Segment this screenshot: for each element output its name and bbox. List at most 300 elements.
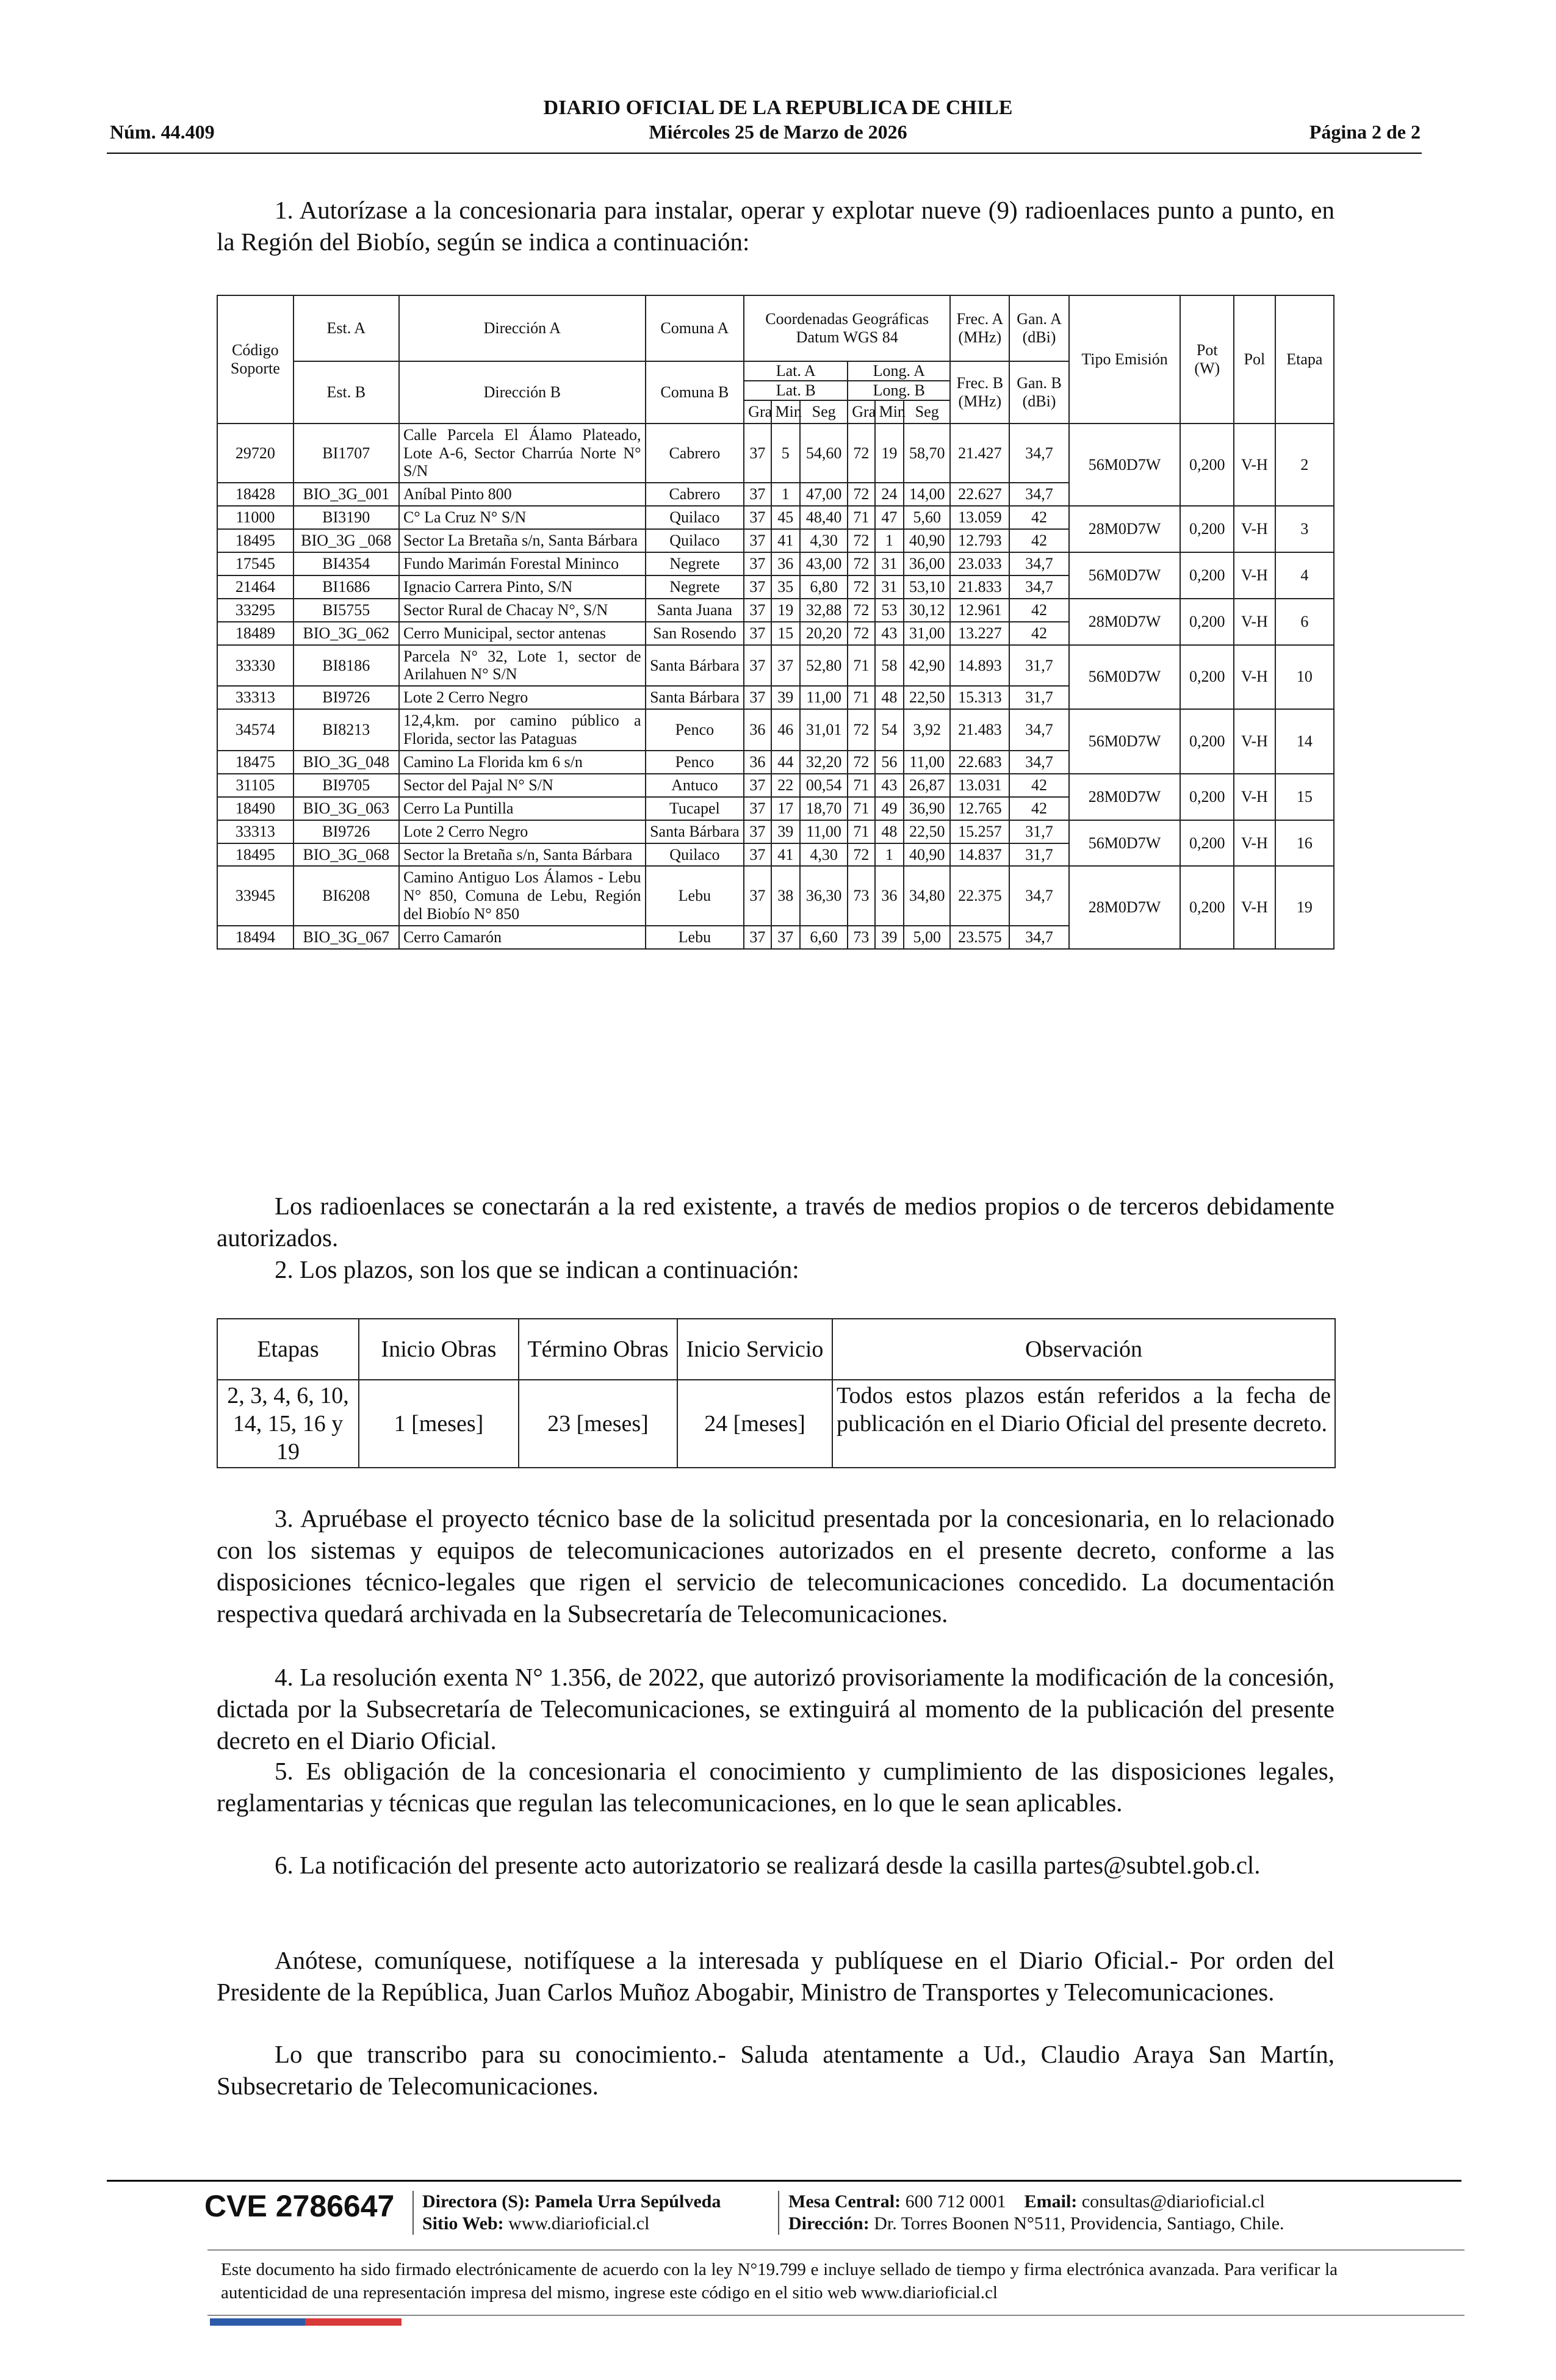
cell-lat-min: 35 [771,575,801,599]
cell-lon-seg: 31,00 [904,622,950,645]
cell-estacion: BI3190 [294,506,399,529]
cell-lat-gra: 36 [744,709,771,751]
cell-lon-gra: 71 [848,686,874,709]
cell-lat-gra: 37 [744,599,771,622]
plazos-termino-obras: 23 [meses] [519,1380,677,1468]
cell-direccion: Camino La Florida km 6 s/n [399,751,646,774]
radiolinks-table [217,295,1334,950]
directora-label: Directora (S): Pamela Urra Sepúlveda [422,2191,721,2212]
cell-codigo: 34574 [217,709,294,751]
cell-codigo: 21464 [217,575,294,599]
cell-polarizacion: V-H [1234,552,1275,599]
cell-ganancia: 34,7 [1009,424,1068,483]
cell-etapa: 4 [1275,552,1334,599]
cell-lat-min: 1 [771,483,801,506]
paragraph-4: 4. La resolución exenta N° 1.356, de 2022, que autorizó provisoriamente la modificación de la concesión, dictada por la Subsecretaría de Telecomunicaciones, se extinguirá al momento de la publicación del presente decreto en el Diario Oficial. [217,1663,1334,1754]
cell-comuna: Quilaco [646,529,744,552]
header-tipo-emision: Tipo Emisión [1069,295,1181,424]
cell-lon-min: 36 [875,866,904,926]
cell-lon-gra: 72 [848,843,874,867]
cell-lon-gra: 72 [848,751,874,774]
cell-lat-seg: 32,20 [800,751,848,774]
cell-lon-seg: 11,00 [904,751,950,774]
cell-codigo: 18428 [217,483,294,506]
cell-frecuencia: 22.375 [950,866,1009,926]
cell-lat-gra: 37 [744,424,771,483]
cell-lon-gra: 72 [848,483,874,506]
cell-lon-seg: 36,00 [904,552,950,575]
cell-lon-seg: 53,10 [904,575,950,599]
cell-comuna: Cabrero [646,483,744,506]
cell-tipo-emision: 28M0D7W [1069,599,1181,645]
cell-etapa: 19 [1275,866,1334,949]
cell-ganancia: 34,7 [1009,483,1068,506]
cell-lat-gra: 37 [744,552,771,575]
cell-direccion: Cerro Municipal, sector antenas [399,622,646,645]
cell-frecuencia: 12.765 [950,797,1009,820]
cell-estacion: BI8186 [294,645,399,687]
cell-lon-seg: 26,87 [904,774,950,797]
cell-lon-gra: 71 [848,506,874,529]
cell-lon-gra: 72 [848,599,874,622]
footer-rule [207,2315,1464,2316]
footer-legal-notice: Este documento ha sido firmado electrónicamente de acuerdo con la ley N°19.799 e incluye sellado de tiempo y firma electrónica avanzada. Para verificar la autenticidad de una representación impresa del mismo, ingrese este código en el sitio web www.diarioficial.cl [221,2260,1338,2302]
cell-estacion: BIO_3G_048 [294,751,399,774]
cell-lat-min: 38 [771,866,801,926]
cell-lat-gra: 37 [744,645,771,687]
cell-lat-seg: 36,30 [800,866,848,926]
cell-tipo-emision: 28M0D7W [1069,866,1181,949]
cell-lon-seg: 3,92 [904,709,950,751]
footer-separator [412,2191,414,2235]
cell-estacion: BIO_3G_062 [294,622,399,645]
plazos-inicio-servicio: 24 [meses] [677,1380,832,1468]
cell-potencia: 0,200 [1180,866,1234,949]
cell-frecuencia: 14.837 [950,843,1009,867]
plazos-header-inicio-servicio: Inicio Servicio [677,1319,832,1380]
cell-comuna: Negrete [646,575,744,599]
cell-comuna: Tucapel [646,797,744,820]
cve-code: CVE 2786647 [204,2189,395,2223]
cell-comuna: Penco [646,709,744,751]
cell-frecuencia: 21.427 [950,424,1009,483]
header-est-a: Est. A [294,295,399,361]
cell-lon-seg: 34,80 [904,866,950,926]
cell-frecuencia: 13.227 [950,622,1009,645]
cell-direccion: Sector La Bretaña s/n, Santa Bárbara [399,529,646,552]
header-long-a: Long. A [848,362,949,381]
paragraph-closing: Anótese, comuníquese, notifíquese a la interesada y publíquese en el Diario Oficial.- Por orden del Presidente de la República, Juan Carlos Muñoz Abogabir, Ministro de Transportes y Telecomunicaciones. [217,1946,1334,2006]
cell-direccion: Ignacio Carrera Pinto, S/N [399,575,646,599]
cell-lat-min: 37 [771,926,801,949]
cell-comuna: Quilaco [646,506,744,529]
cell-direccion: Aníbal Pinto 800 [399,483,646,506]
cell-codigo: 18490 [217,797,294,820]
cell-lat-gra: 37 [744,797,771,820]
footer-separator [778,2191,779,2235]
cell-frecuencia: 12.961 [950,599,1009,622]
mesa-value: 600 712 0001 [905,2191,1006,2212]
cell-direccion: Lote 2 Cerro Negro [399,686,646,709]
cell-potencia: 0,200 [1180,552,1234,599]
header-direccion-a: Dirección A [399,295,646,361]
cell-lon-min: 19 [875,424,904,483]
cell-direccion: Sector Rural de Chacay N°, S/N [399,599,646,622]
cell-lon-seg: 40,90 [904,843,950,867]
cell-lon-gra: 72 [848,529,874,552]
cell-lon-gra: 72 [848,424,874,483]
cell-lat-seg: 31,01 [800,709,848,751]
cell-lon-gra: 72 [848,575,874,599]
cell-ganancia: 42 [1009,774,1068,797]
cell-lat-min: 19 [771,599,801,622]
cell-lat-gra: 37 [744,506,771,529]
cell-direccion: Sector del Pajal N° S/N [399,774,646,797]
cell-codigo: 18494 [217,926,294,949]
cell-direccion: Calle Parcela El Álamo Plateado, Lote A-6, Sector Charrúa Norte N° S/N [399,424,646,483]
mesa-label: Mesa Central: [788,2191,901,2212]
cell-lat-seg: 00,54 [800,774,848,797]
cell-polarizacion: V-H [1234,820,1275,867]
header-etapa: Etapa [1275,295,1334,424]
issue-date: Miércoles 25 de Marzo de 2026 [649,121,907,143]
cell-ganancia: 31,7 [1009,645,1068,687]
flag-stripe-red [305,2318,402,2326]
cell-ganancia: 34,7 [1009,866,1068,926]
cell-estacion: BIO_3G_067 [294,926,399,949]
cell-codigo: 17545 [217,552,294,575]
cell-ganancia: 31,7 [1009,686,1068,709]
flag-stripe-blue [210,2318,305,2326]
paragraph-plazos: 2. Los plazos, son los que se indican a continuación: [275,1255,799,1283]
page-indicator: Página 2 de 2 [1309,121,1421,143]
cell-lon-min: 31 [875,552,904,575]
cell-polarizacion: V-H [1234,599,1275,645]
cell-etapa: 16 [1275,820,1334,867]
table-row [217,645,1334,687]
cell-lon-min: 48 [875,820,904,843]
cell-estacion: BI1686 [294,575,399,599]
cell-polarizacion: V-H [1234,506,1275,552]
cell-frecuencia: 21.833 [950,575,1009,599]
issue-number: Núm. 44.409 [110,121,215,143]
sitio-link[interactable]: www.diarioficial.cl [508,2213,650,2234]
cell-codigo: 33945 [217,866,294,926]
cell-lat-gra: 37 [744,483,771,506]
cell-codigo: 18495 [217,843,294,867]
cell-estacion: BI1707 [294,424,399,483]
cell-lon-gra: 73 [848,866,874,926]
cell-ganancia: 42 [1009,797,1068,820]
cell-estacion: BIO_3G_068 [294,843,399,867]
cell-lat-seg: 47,00 [800,483,848,506]
cell-potencia: 0,200 [1180,424,1234,507]
cell-direccion: 12,4,km. por camino público a Florida, sector las Pataguas [399,709,646,751]
email-label: Email: [1024,2191,1078,2212]
header-polarizacion: Pol [1234,295,1275,424]
header-gan-b: Gan. B (dBi) [1009,361,1068,424]
direccion-label: Dirección: [788,2213,870,2234]
cell-frecuencia: 15.257 [950,820,1009,843]
cell-frecuencia: 14.893 [950,645,1009,687]
cell-lat-seg: 48,40 [800,506,848,529]
cell-polarizacion: V-H [1234,709,1275,774]
cell-direccion: Lote 2 Cerro Negro [399,820,646,843]
cell-codigo: 31105 [217,774,294,797]
plazos-etapas: 2, 3, 4, 6, 10, 14, 15, 16 y 19 [217,1380,359,1468]
cell-lon-min: 31 [875,575,904,599]
table-row [217,552,1334,575]
cell-codigo: 33330 [217,645,294,687]
header-lat-b: Lat. B [776,381,816,399]
cell-lon-seg: 58,70 [904,424,950,483]
header-long-b: Long. B [873,381,925,399]
cell-codigo: 33295 [217,599,294,622]
cell-comuna: Santa Bárbara [646,820,744,843]
cell-comuna: Negrete [646,552,744,575]
cell-lat-gra: 37 [744,622,771,645]
cell-lon-seg: 40,90 [904,529,950,552]
paragraph-1: 1. Autorízase a la concesionaria para instalar, operar y explotar nueve (9) radioenlaces punto a punto, en la Región del Biobío, según se indica a continuación: [217,196,1334,256]
paragraph-signature: Lo que transcribo para su conocimiento.- Saluda atentamente a Ud., Claudio Araya San Martín, Subsecretario de Telecomunicaciones. [217,2040,1334,2100]
cell-etapa: 3 [1275,506,1334,552]
plazos-table [217,1318,1336,1468]
cell-direccion: Cerro Camarón [399,926,646,949]
cell-lon-min: 47 [875,506,904,529]
cell-frecuencia: 13.031 [950,774,1009,797]
cell-lat-seg: 4,30 [800,529,848,552]
header-lat-min: Min [771,400,801,424]
cell-lat-gra: 37 [744,529,771,552]
cell-lat-min: 15 [771,622,801,645]
cell-lon-min: 56 [875,751,904,774]
cell-tipo-emision: 28M0D7W [1069,774,1181,820]
cell-lat-seg: 6,80 [800,575,848,599]
cell-lon-min: 43 [875,622,904,645]
header-direccion-b: Dirección B [399,361,646,424]
plazos-header-termino-obras: Término Obras [519,1319,677,1380]
cell-estacion: BIO_3G_001 [294,483,399,506]
cell-comuna: Cabrero [646,424,744,483]
cell-potencia: 0,200 [1180,774,1234,820]
header-potencia: Pot (W) [1180,295,1234,424]
header-gan-a: Gan. A (dBi) [1009,295,1068,361]
cell-comuna: San Rosendo [646,622,744,645]
cell-potencia: 0,200 [1180,599,1234,645]
cell-lat-gra: 37 [744,843,771,867]
cell-codigo: 18495 [217,529,294,552]
cell-estacion: BI9705 [294,774,399,797]
cell-lon-min: 43 [875,774,904,797]
header-est-b: Est. B [294,361,399,424]
table-row [217,709,1334,751]
cell-direccion: Camino Antiguo Los Álamos - Lebu N° 850, Comuna de Lebu, Región del Biobío N° 850 [399,866,646,926]
header-long-gra: Gra [848,400,874,424]
cell-comuna: Lebu [646,866,744,926]
header-lat-a: Lat. A [744,362,847,381]
cell-lon-min: 48 [875,686,904,709]
cell-lat-gra: 37 [744,820,771,843]
cell-codigo: 18489 [217,622,294,645]
cell-lon-gra: 71 [848,797,874,820]
cell-ganancia: 42 [1009,529,1068,552]
cell-lon-min: 1 [875,529,904,552]
cell-lon-gra: 71 [848,820,874,843]
sitio-label: Sitio Web: [422,2213,504,2234]
cell-frecuencia: 23.575 [950,926,1009,949]
cell-direccion: C° La Cruz N° S/N [399,506,646,529]
cell-etapa: 2 [1275,424,1334,507]
cell-etapa: 10 [1275,645,1334,710]
cell-ganancia: 42 [1009,622,1068,645]
footer-directora [422,2191,721,2235]
cell-lon-gra: 72 [848,552,874,575]
cell-lon-seg: 22,50 [904,820,950,843]
cell-lon-seg: 14,00 [904,483,950,506]
cell-lat-min: 45 [771,506,801,529]
cell-codigo: 18475 [217,751,294,774]
cell-lat-seg: 43,00 [800,552,848,575]
cell-lat-seg: 11,00 [800,686,848,709]
cell-lon-gra: 73 [848,926,874,949]
header-codigo: Código Soporte [217,295,294,424]
cell-lat-min: 39 [771,686,801,709]
cell-lat-gra: 36 [744,751,771,774]
cell-frecuencia: 23.033 [950,552,1009,575]
cell-lat-gra: 37 [744,774,771,797]
cell-lat-seg: 6,60 [800,926,848,949]
cell-lon-min: 58 [875,645,904,687]
cell-lon-min: 1 [875,843,904,867]
plazos-observacion: Todos estos plazos están referidos a la fecha de publicación en el Diario Oficial del presente decreto. [832,1380,1335,1468]
cell-ganancia: 31,7 [1009,820,1068,843]
cell-codigo: 11000 [217,506,294,529]
cell-frecuencia: 12.793 [950,529,1009,552]
cell-frecuencia: 15.313 [950,686,1009,709]
cell-lon-seg: 5,00 [904,926,950,949]
cell-lat-seg: 54,60 [800,424,848,483]
cell-ganancia: 31,7 [1009,843,1068,867]
cell-ganancia: 42 [1009,599,1068,622]
table-row [217,866,1334,926]
cell-lat-seg: 4,30 [800,843,848,867]
paragraph-3: 3. Apruébase el proyecto técnico base de la solicitud presentada por la concesionaria, en lo relacionado con los sistemas y equipos de telecomunicaciones autorizados en el presente decreto, conforme a las disposiciones técnico-legales que rigen el servicio de telecomunicaciones concedido. La documentación respectiva quedará archivada en la Subsecretaría de Telecomunicaciones. [217,1504,1334,1628]
cell-lat-gra: 37 [744,926,771,949]
cell-comuna: Santa Bárbara [646,686,744,709]
cell-lat-gra: 37 [744,575,771,599]
cell-lon-seg: 42,90 [904,645,950,687]
cell-lat-seg: 18,70 [800,797,848,820]
footer-contact [788,2191,1284,2235]
cell-lon-gra: 72 [848,622,874,645]
cell-estacion: BIO_3G _068 [294,529,399,552]
cell-direccion: Parcela N° 32, Lote 1, sector de Arilahuen N° S/N [399,645,646,687]
cell-lat-seg: 52,80 [800,645,848,687]
cell-potencia: 0,200 [1180,820,1234,867]
cell-lat-gra: 37 [744,866,771,926]
cell-polarizacion: V-H [1234,866,1275,949]
header-lat-seg: Seg [800,400,848,424]
cell-lat-min: 37 [771,645,801,687]
cell-comuna: Quilaco [646,843,744,867]
cell-lat-min: 41 [771,529,801,552]
footer-rule [107,2180,1461,2182]
direccion-value: Dr. Torres Boonen N°511, Providencia, Santiago, Chile. [874,2213,1284,2234]
cell-lat-min: 41 [771,843,801,867]
cell-lon-gra: 71 [848,645,874,687]
cell-lat-seg: 20,20 [800,622,848,645]
cell-codigo: 33313 [217,820,294,843]
cell-estacion: BI8213 [294,709,399,751]
cell-tipo-emision: 56M0D7W [1069,709,1181,774]
header-long-seg: Seg [904,400,950,424]
table-row [217,424,1334,483]
table-row [217,599,1334,622]
cell-tipo-emision: 28M0D7W [1069,506,1181,552]
footer-rule [207,2249,1464,2251]
cell-lon-seg: 30,12 [904,599,950,622]
cell-comuna: Santa Juana [646,599,744,622]
plazos-inicio-obras: 1 [meses] [359,1380,519,1468]
cell-lon-min: 39 [875,926,904,949]
cell-ganancia: 34,7 [1009,709,1068,751]
cell-direccion: Fundo Marimán Forestal Mininco [399,552,646,575]
cell-direccion: Cerro La Puntilla [399,797,646,820]
table-row [217,820,1334,843]
cell-ganancia: 34,7 [1009,552,1068,575]
cell-lat-min: 44 [771,751,801,774]
cell-estacion: BI9726 [294,686,399,709]
cell-etapa: 15 [1275,774,1334,820]
cell-lon-seg: 22,50 [904,686,950,709]
cell-potencia: 0,200 [1180,709,1234,774]
plazos-header-inicio-obras: Inicio Obras [359,1319,519,1380]
cell-tipo-emision: 56M0D7W [1069,552,1181,599]
plazos-header-observacion: Observación [832,1319,1335,1380]
cell-ganancia: 34,7 [1009,926,1068,949]
cell-etapa: 14 [1275,709,1334,774]
cell-frecuencia: 13.059 [950,506,1009,529]
header-coordenadas: Coordenadas Geográficas Datum WGS 84 [744,295,950,361]
cell-frecuencia: 21.483 [950,709,1009,751]
cell-estacion: BI9726 [294,820,399,843]
paragraph-connect: Los radioenlaces se conectarán a la red existente, a través de medios propios o de terceros debidamente autorizados. [217,1192,1334,1252]
cell-lon-seg: 5,60 [904,506,950,529]
cell-ganancia: 34,7 [1009,575,1068,599]
cell-lat-seg: 32,88 [800,599,848,622]
header-long-min: Min [875,400,904,424]
email-link[interactable]: consultas@diarioficial.cl [1081,2191,1265,2212]
cell-estacion: BI6208 [294,866,399,926]
cell-lat-min: 39 [771,820,801,843]
cell-tipo-emision: 56M0D7W [1069,424,1181,507]
cell-ganancia: 42 [1009,506,1068,529]
paragraph-6: 6. La notificación del presente acto autorizatorio se realizará desde la casilla partes@subtel.gob.cl. [275,1851,1261,1879]
cell-estacion: BI5755 [294,599,399,622]
cell-lat-gra: 37 [744,686,771,709]
cell-tipo-emision: 56M0D7W [1069,645,1181,710]
table-row [217,506,1334,529]
cell-potencia: 0,200 [1180,506,1234,552]
cell-lat-seg: 11,00 [800,820,848,843]
header-frec-a: Frec. A (MHz) [950,295,1009,361]
cell-lat-min: 22 [771,774,801,797]
cell-comuna: Santa Bárbara [646,645,744,687]
header-comuna-b: Comuna B [646,361,744,424]
cell-comuna: Lebu [646,926,744,949]
cell-comuna: Antuco [646,774,744,797]
header-frec-b: Frec. B (MHz) [950,361,1009,424]
